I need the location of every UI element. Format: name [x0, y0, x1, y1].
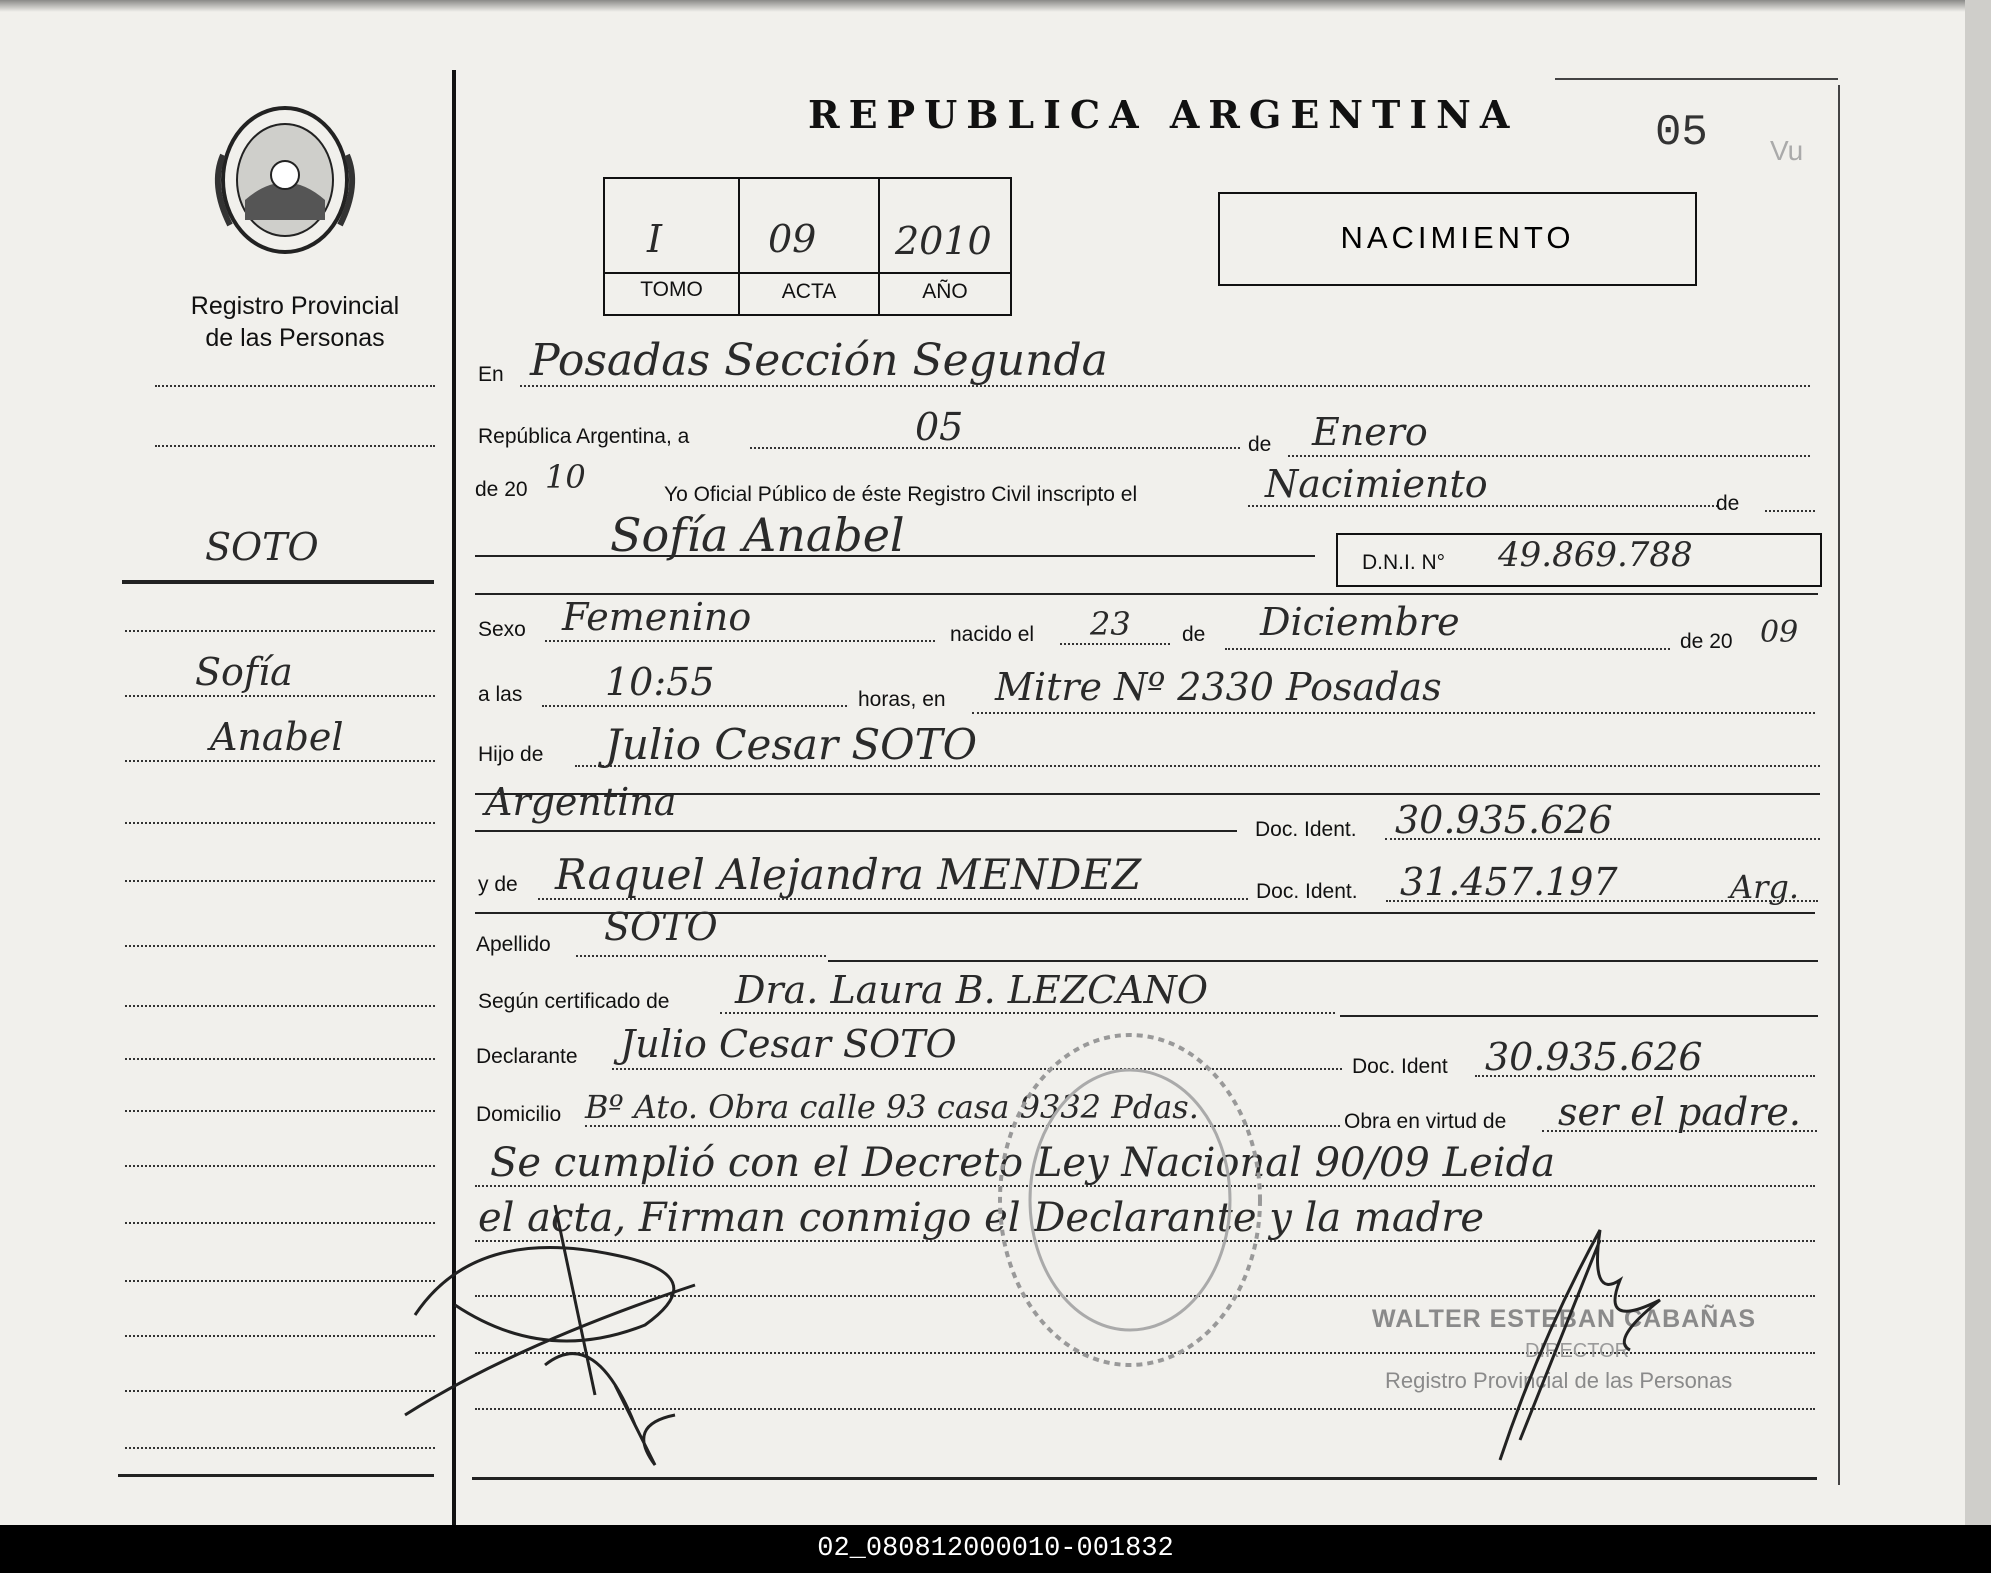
form-border-top — [1555, 78, 1838, 80]
margin-surname: SOTO — [205, 525, 319, 569]
margin-line — [125, 1335, 435, 1337]
apellido-value: SOTO — [604, 905, 718, 949]
stamp-title: DIRECTOR — [1525, 1340, 1630, 1362]
form-line — [972, 712, 1815, 714]
document-type: NACIMIENTO — [1340, 220, 1575, 255]
sexo-value: Femenino — [562, 595, 752, 639]
margin-given-1: Sofía — [195, 650, 293, 694]
madre-value: Raquel Alejandra MENDEZ — [555, 850, 1142, 899]
note-line-2: el acta, Firman conmigo el Declarante y la madre — [478, 1195, 1485, 1241]
margin-line — [155, 445, 435, 447]
declarant-signature — [395, 1165, 835, 1485]
form-line — [1288, 455, 1810, 457]
form-line — [750, 447, 1240, 449]
doc-label-3: Doc. Ident — [1352, 1055, 1448, 1078]
acta-value: 09 — [768, 217, 817, 261]
dni-label: D.N.I. N° — [1362, 551, 1446, 574]
en-label: En — [478, 363, 504, 386]
apellido-label: Apellido — [476, 933, 551, 956]
en-value: Posadas Sección Segunda — [530, 335, 1108, 386]
margin-line — [125, 760, 435, 762]
margin-line — [125, 1390, 435, 1392]
corner-mark: Vu — [1770, 135, 1804, 166]
margin-line — [125, 1165, 435, 1167]
form-line — [545, 640, 935, 642]
margin-line — [125, 822, 435, 824]
birth-year-prefix: de 20 — [1680, 630, 1733, 653]
form-line — [542, 705, 847, 707]
tomo-label: TOMO — [640, 278, 703, 301]
birth-month: Diciembre — [1260, 600, 1460, 644]
stamp-org: Registro Provincial de las Personas — [1385, 1368, 1733, 1393]
tomo-value: I — [647, 217, 663, 261]
form-line — [1060, 643, 1170, 645]
declarante-value: Julio Cesar SOTO — [620, 1022, 957, 1066]
form-line — [828, 960, 1818, 962]
certificado-value: Dra. Laura B. LEZCANO — [735, 968, 1209, 1012]
form-line — [475, 830, 1237, 832]
declarante-doc: 30.935.626 — [1485, 1035, 1703, 1079]
nacido-label: nacido el — [950, 623, 1035, 646]
margin-line — [125, 1222, 435, 1224]
domicilio-label: Domicilio — [476, 1103, 562, 1126]
page-number: 05 — [1655, 108, 1708, 158]
stamp-name: WALTER ESTEBAN CABAÑAS — [1372, 1305, 1757, 1333]
doc-label: Doc. Ident. — [1255, 818, 1357, 841]
padre-doc: 30.935.626 — [1395, 798, 1613, 842]
registry-name-2: de las Personas — [205, 324, 385, 352]
obra-value: ser el padre. — [1558, 1090, 1801, 1134]
birth-year: 09 — [1760, 615, 1799, 650]
margin-line — [125, 1110, 435, 1112]
ano-value: 2010 — [895, 219, 992, 263]
year-value: 10 — [545, 458, 586, 496]
form-border-right — [1838, 85, 1840, 1485]
official-stamp-seal — [985, 1015, 1275, 1385]
note-line-1: Se cumplió con el Decreto Ley Nacional 90/09 Leida — [490, 1140, 1556, 1186]
padre-value: Julio Cesar SOTO — [605, 720, 978, 769]
margin-line — [125, 1447, 435, 1449]
horas-label: horas, en — [858, 688, 946, 711]
sexo-label: Sexo — [478, 618, 526, 641]
scan-edge — [0, 0, 1991, 12]
acta-label: ACTA — [781, 280, 837, 303]
obra-label: Obra en virtud de — [1344, 1110, 1507, 1133]
yde-label: y de — [478, 873, 518, 896]
dni-box — [1336, 533, 1822, 587]
year-prefix: de 20 — [475, 478, 528, 501]
dni-value: 49.869.788 — [1498, 535, 1693, 575]
oficial-label: Yo Oficial Público de éste Registro Civil inscripto el — [664, 483, 1138, 506]
margin-rule — [122, 580, 434, 584]
form-line — [1340, 1015, 1818, 1017]
margin-given-2: Anabel — [210, 715, 344, 759]
alas-label: a las — [478, 683, 523, 706]
form-line — [720, 1012, 1335, 1014]
margin-line — [125, 1058, 435, 1060]
de-label-3: de — [1182, 623, 1206, 646]
segun-label: Según certificado de — [478, 990, 670, 1013]
form-line — [475, 793, 1820, 795]
madre-nacionalidad: Arg. — [1730, 868, 1800, 906]
de-label: de — [1248, 433, 1272, 456]
domicilio-value: Bº Ato. Obra calle 93 casa 9332 Pdas. — [585, 1088, 1199, 1126]
declarante-label: Declarante — [476, 1045, 578, 1068]
hora-value: 10:55 — [605, 660, 715, 704]
margin-line — [125, 1280, 435, 1282]
inscripto-value: Nacimiento — [1265, 462, 1488, 506]
de-label-2: de — [1716, 492, 1740, 515]
hijo-label: Hijo de — [478, 743, 544, 766]
scan-edge-right — [1965, 0, 1991, 1525]
margin-line — [125, 630, 435, 632]
scan-code: 02_080812000010-001832 — [0, 1525, 1991, 1573]
form-line — [576, 955, 826, 957]
provincial-seal — [205, 95, 365, 265]
official-signature — [1480, 1220, 1680, 1480]
republica-label: República Argentina, a — [478, 425, 690, 448]
document-type-box — [1218, 192, 1697, 286]
margin-rule-bottom — [118, 1474, 434, 1477]
day-value: 05 — [915, 405, 964, 449]
registry-name-1: Registro Provincial — [190, 292, 400, 320]
record-box — [603, 177, 1012, 316]
name-value: Sofía Anabel — [610, 508, 905, 562]
form-line — [1225, 648, 1670, 650]
madre-doc: 31.457.197 — [1400, 860, 1618, 904]
header-title: REPUBLICA ARGENTINA — [808, 92, 1519, 137]
form-line — [1765, 510, 1815, 512]
margin-line — [125, 880, 435, 882]
lugar-value: Mitre Nº 2330 Posadas — [995, 665, 1442, 709]
margin-line — [125, 695, 435, 697]
padre-nacionalidad: Argentina — [485, 780, 677, 824]
birth-day: 23 — [1090, 605, 1131, 643]
margin-line — [125, 1005, 435, 1007]
margin-line — [155, 385, 435, 387]
doc-label-2: Doc. Ident. — [1256, 880, 1358, 903]
ano-label: AÑO — [922, 280, 968, 303]
month-value: Enero — [1312, 410, 1428, 454]
margin-line — [125, 945, 435, 947]
